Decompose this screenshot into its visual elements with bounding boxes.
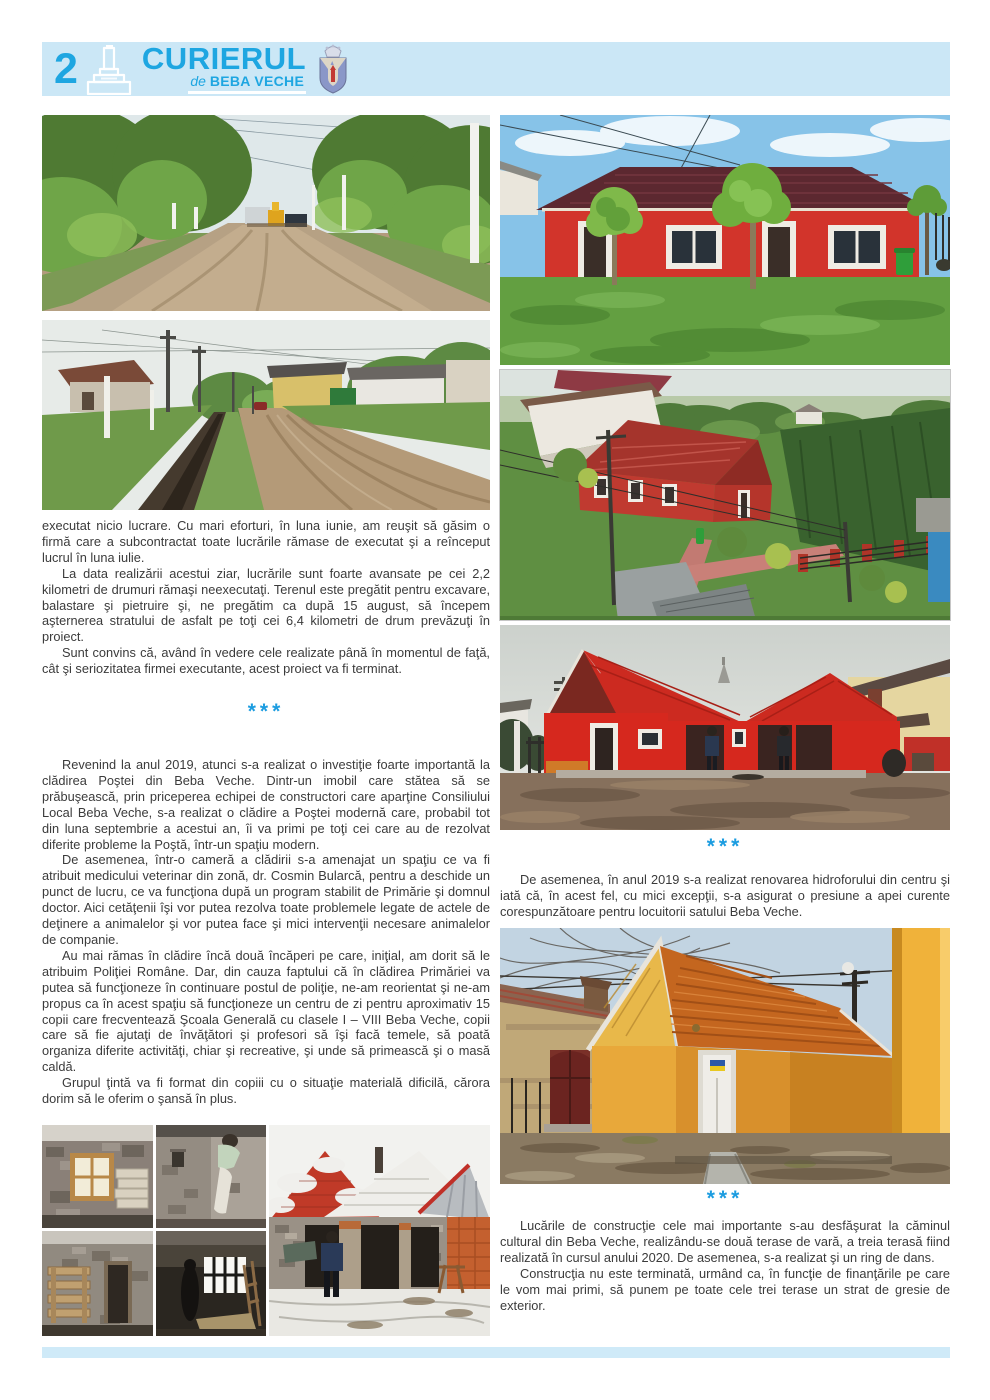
beba-veche-coat-of-arms-icon — [316, 41, 350, 95]
paragraph: La data realizării acestui ziar, lucrările sunt foarte avansate pe cei 2,2 kilometri de drumuri rămaşi neexecutaţi. Terenul este pregătit pentru excavare, balastare şi pietruire şi, ne pregătim ca după 15 august, să începem aşternerea stratului de asfalt pe toţi cei 6,4 kilometri de drum prevăzuţi în proiect. — [42, 565, 490, 645]
photo-red-building-terraces — [500, 625, 950, 830]
photo-interior-window-boxes — [42, 1125, 153, 1228]
paragraph: Au mai rămas în clădire încă două încăperi pe care, iniţial, am dorit să le atribuim Poliţiei Române. Dar, din cauza faptului că în clădirea Primăriei va putea să funcţioneze în continuare postul de poliţie, ne-am reorientat şi ne-am propus ca în acest spaţiu să funcţioneze un centru de zi pentru aproximativ 15 copii care frecventează Şcoala Generală cu clasele I – VIII Beba Veche, copii care să fie ajutaţi de învăţători şi profesori să îşi facă temele, să poată organiza diferite activităţi, chiar şi recreative, şi unde să primească şi o masă caldă. — [42, 947, 490, 1075]
footer-bar — [42, 1347, 950, 1358]
paragraph: De asemenea, în anul 2019 s-a realizat renovarea hidroforului din centru şi iată că, în acest fel, cu mici excepţii, s-a asigurat o presiune a apei curente corespunzătoare pentru locuitorii satului Beba Veche. — [500, 872, 950, 919]
newspaper-subtitle — [188, 73, 306, 94]
stars-separator: *** — [706, 1187, 744, 1210]
photo-interior-dark-window — [156, 1231, 266, 1336]
article-text-post-office — [42, 757, 490, 1107]
newspaper-title: CURIERUL — [141, 41, 307, 76]
article-text-camin-cultural — [500, 1218, 950, 1313]
photo-interior-worker — [156, 1125, 266, 1228]
subtitle-de: de — [190, 73, 206, 89]
masthead-title-wrap — [141, 41, 307, 94]
paragraph: Sunt convins că, având în vedere cele realizate până în momentul de faţă, cât şi seriozitatea firmei executante, acest proiect va fi terminat. — [42, 645, 490, 677]
paragraph: De asemenea, într-o cameră a clădirii s-a amenajat un spaţiu ce va fi atribuit medicului veterinar din zonă, dr. Cosmin Bularcă, pentru a deschide un punct de lucru, ce va funcţiona după un program stabilit de Primărie şi domnul doctor. Aici cetăţenii îşi vor putea rezolva toate problemele legate de actele de deţinere a animalelor şi vor putea face şi mici intervenţii necesare animalelor de companie. — [42, 852, 490, 947]
article-text-roads — [42, 518, 490, 677]
photo-road-works-trench — [42, 320, 490, 510]
paragraph: Revenind la anul 2019, atunci s-a realizat o investiţie foarte importantă la clădirea Poştei din Beba Veche. Dintr-un imobil care stătea să se prăbuşească, prin priceperea echipei de constructori care aparţine Consiliului Local Beba Veche, s-a realizat o clădire a Poştei modernă care, probabil tot din luna septembrie a acestui an, îi va primi pe toţi cei care au de rezolvat diferite probleme la Poştă, într-un spaţiu modern. — [42, 757, 490, 852]
paragraph: executat nicio lucrare. Cu mari eforturi, în luna iunie, am reuşit să găsim o firmă care a subcontractat toate lucrările rămase de executat şi a reînceput lucrul în luna iulie. — [42, 518, 490, 565]
stars-separator: *** — [706, 835, 744, 858]
paragraph: Grupul ţintă va fi format din copiii cu o situaţie materială dificilă, cărora dorim să le oferim o şansă în plus. — [42, 1075, 490, 1107]
photo-red-post-office-building — [500, 115, 950, 365]
paragraph: Construcţia nu este terminată, urmând ca, în funcţie de finanţările pe care le vom mai primi, să punem pe toate cele trei terase un strat de gresie de exterior. — [500, 1265, 950, 1313]
photo-collage-building-renovation — [42, 1125, 490, 1336]
masthead — [42, 42, 950, 96]
monument-icon — [86, 45, 132, 95]
photo-aerial-red-building-village — [500, 370, 950, 620]
photo-yellow-hidrofor-building — [500, 928, 950, 1184]
photo-interior-pallet-shelf — [42, 1231, 153, 1336]
photo-snowy-construction-site — [269, 1125, 490, 1336]
page-number: 2 — [54, 45, 78, 93]
stars-separator: *** — [247, 700, 285, 723]
subtitle-name: BEBA VECHE — [209, 73, 305, 89]
photo-road-works-machinery — [42, 115, 490, 311]
paragraph: Lucările de construcţie cele mai importante s-au desfăşurat la căminul cultural din Beba Veche, realizându-se două terase de vară, a treia terasă fiind realizată în cursul anului 2020. De asemenea, s-a realizat şi un ring de dans. — [500, 1218, 950, 1265]
article-text-hidrofor — [500, 872, 950, 920]
